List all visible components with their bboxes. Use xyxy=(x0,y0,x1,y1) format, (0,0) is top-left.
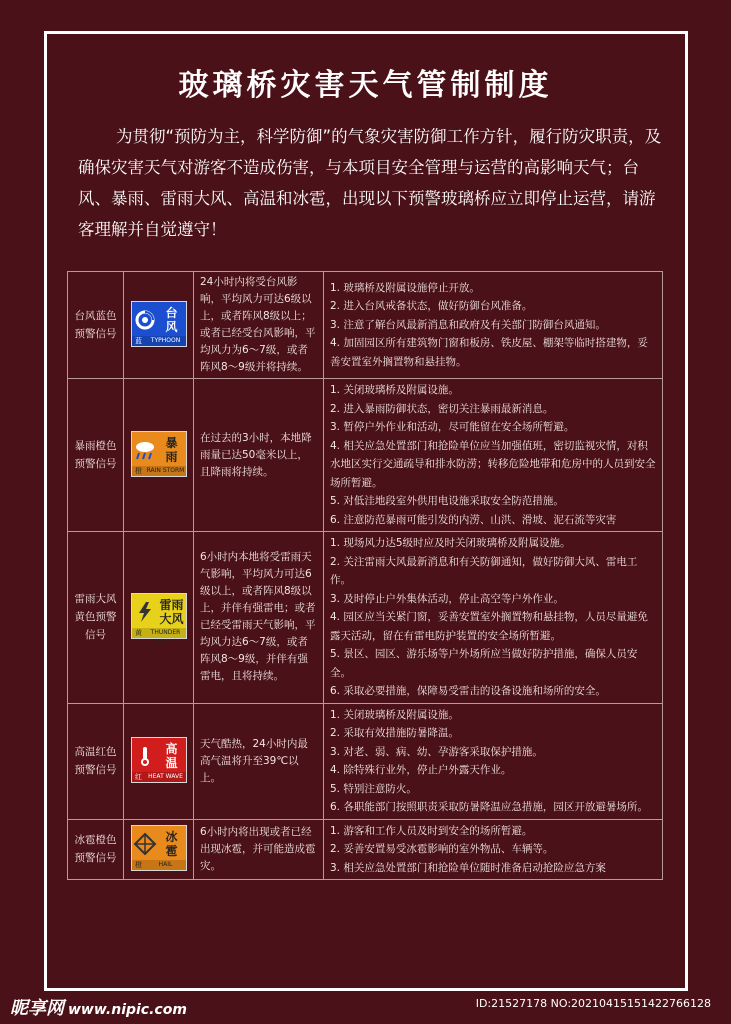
watermark-url: www.nipic.com xyxy=(68,1002,187,1018)
measure-item: 1. 关闭玻璃桥及附属设施。 xyxy=(330,708,459,721)
signal-condition: 天气酷热，24小时内最高气温将升至39℃以上。 xyxy=(194,703,324,819)
measure-item: 1. 玻璃桥及附属设施停止开放。 xyxy=(330,281,480,294)
measure-item: 2. 采取有效措施防暑降温。 xyxy=(330,727,459,739)
signal-measures xyxy=(324,379,663,532)
typhoon-icon xyxy=(132,302,158,338)
badge-english: HEAT WAVE xyxy=(148,772,183,780)
signal-name: 高温红色预警信号 xyxy=(68,703,124,819)
signal-condition: 6小时内本地将受雷雨天气影响，平均风力可达6级以上，或者阵风8级以上，并伴有强雷电；或者已经受雷雨天气影响，平均风力达6～7级，或者阵风8～9级，并伴有强雷电，且将持续。 xyxy=(194,532,324,704)
measure-item: 3. 相关应急处置部门和抢险单位随时准备启动抢险应急方案 xyxy=(330,861,606,874)
signal-badge xyxy=(131,825,187,871)
intro-paragraph: 为贯彻“预防为主，科学防御”的气象灾害防御工作方针，履行防灾职责，及确保灾害天气对游客不造成伤害，与本项目安全管理与运营的高影响天气；台风、暴雨、雷雨大风、高温和冰雹，出现以下预警玻璃桥应立即停止运营，请游客理解并自觉遵守！ xyxy=(78,127,662,239)
badge-level: 红 xyxy=(135,772,142,781)
signal-badge xyxy=(131,737,187,783)
measure-item: 4. 园区应当关紧门窗，妥善安置室外搁置物和悬挂物，人员尽量避免露天活动，留在有雷电防护装置的安全场所暂避。 xyxy=(330,611,648,642)
warning-row xyxy=(68,532,663,704)
warning-row xyxy=(68,379,663,532)
badge-level: 蓝 xyxy=(135,336,142,345)
signal-name: 冰雹橙色预警信号 xyxy=(68,819,124,880)
signal-badge xyxy=(131,431,187,477)
badge-english: THUNDER GUST xyxy=(150,628,181,646)
signal-name: 暴雨橙色预警信号 xyxy=(68,379,124,532)
measure-item: 5. 对低洼地段室外供用电设施采取安全防范措施。 xyxy=(330,495,564,507)
measure-item: 4. 除特殊行业外，停止户外露天作业。 xyxy=(330,764,512,776)
badge-char: 台 xyxy=(165,305,178,320)
measure-item: 3. 对老、弱、病、幼、孕游客采取保护措施。 xyxy=(330,745,543,758)
warning-table xyxy=(67,271,663,880)
measure-item: 3. 及时停止户外集体活动，停止高空等户外作业。 xyxy=(330,592,564,605)
measure-item: 2. 妥善安置易受冰雹影响的室外物品、车辆等。 xyxy=(330,843,554,855)
signal-measures xyxy=(324,819,663,880)
warning-row xyxy=(68,703,663,819)
measure-item: 3. 暂停户外作业和活动，尽可能留在安全场所暂避。 xyxy=(330,421,575,433)
badge-char: 冰 xyxy=(165,829,178,844)
rainstorm-icon xyxy=(132,432,158,468)
badge-char: 高 xyxy=(165,741,178,756)
badge-english: RAIN STORM xyxy=(146,466,185,474)
signal-name: 台风蓝色预警信号 xyxy=(68,272,124,379)
measure-item: 2. 进入台风戒备状态，做好防御台风准备。 xyxy=(330,300,533,313)
measure-item: 2. 关注雷雨大风最新消息和有关防御通知，做好防御大风、雷电工作。 xyxy=(330,555,638,586)
signal-condition: 6小时内将出现或者已经出现冰雹，并可能造成雹灾。 xyxy=(194,819,324,880)
signal-badge-cell xyxy=(124,532,194,704)
badge-char: 暴 xyxy=(165,435,178,450)
measure-item: 4. 相关应急处置部门和抢险单位应当加强值班，密切监视灾情，对积水地区实行交通疏导和排水防涝；转移危险地带和危房中的人员到安全场所暂避。 xyxy=(330,439,656,489)
badge-char: 雹 xyxy=(165,843,178,858)
heat-wave-icon xyxy=(132,738,158,774)
badge-level: 橙 xyxy=(135,466,142,475)
measure-item: 2. 进入暴雨防御状态，密切关注暴雨最新消息。 xyxy=(330,402,554,415)
thunder-gust-icon xyxy=(132,594,158,630)
signal-measures xyxy=(324,532,663,704)
measure-item: 1. 关闭玻璃桥及附属设施。 xyxy=(330,384,459,396)
badge-char: 雷雨 xyxy=(159,597,184,612)
badge-char: 雨 xyxy=(165,449,178,464)
signal-condition: 24小时内将受台风影响，平均风力可达6级以上，或者阵风8级以上；或者已经受台风影响，平均风力为6～7级，或者阵风8～9级并将持续。 xyxy=(194,272,324,379)
signal-measures xyxy=(324,272,663,379)
warning-row xyxy=(68,272,663,379)
signal-badge-cell xyxy=(124,272,194,379)
signal-badge-cell xyxy=(124,819,194,880)
signal-name: 雷雨大风黄色预警信号 xyxy=(68,532,124,704)
badge-char: 风 xyxy=(165,319,178,334)
watermark-logo xyxy=(10,994,187,1020)
measure-item: 3. 注意了解台风最新消息和政府及有关部门防御台风通知。 xyxy=(330,318,606,331)
badge-char: 大风 xyxy=(159,611,184,626)
measure-item: 1. 现场风力达5级时应及时关闭玻璃桥及附属设施。 xyxy=(330,537,571,549)
warning-row xyxy=(68,819,663,880)
measure-item: 6. 各职能部门按照职责采取防暑降温应急措施，园区开放避暑场所。 xyxy=(330,801,648,813)
signal-condition: 在过去的3小时，本地降雨量已达50毫米以上，且降雨将持续。 xyxy=(194,379,324,532)
badge-english: HAIL xyxy=(158,860,173,868)
badge-english: TYPHOON xyxy=(150,336,181,344)
measure-item: 5. 景区、园区、游乐场等户外场所应当做好防护措施，确保人员安全。 xyxy=(330,648,638,679)
badge-level: 黄 xyxy=(135,628,142,637)
measure-item: 6. 采取必要措施，保障易受雷击的设备设施和场所的安全。 xyxy=(330,685,606,697)
measure-item: 1. 游客和工作人员及时到安全的场所暂避。 xyxy=(330,824,533,837)
image-id-line: ID:21527178 NO:20210415151422766128 xyxy=(475,997,711,1010)
signal-measures xyxy=(324,703,663,819)
measure-item: 6. 注意防范暴雨可能引发的内涝、山洪、滑坡、泥石流等灾害 xyxy=(330,513,617,526)
measure-item: 5. 特别注意防火。 xyxy=(330,782,417,795)
signal-badge-cell xyxy=(124,379,194,532)
watermark-brand: 昵享网 xyxy=(10,998,64,1019)
signal-badge xyxy=(131,301,187,347)
badge-level: 橙 xyxy=(135,860,142,869)
signal-badge-cell xyxy=(124,703,194,819)
hail-icon xyxy=(132,826,158,862)
measure-item: 4. 加固园区所有建筑物门窗和板房、铁皮屋、棚架等临时搭建物，妥善安置室外搁置物和悬挂物。 xyxy=(330,337,648,368)
signal-badge xyxy=(131,593,187,646)
badge-char: 温 xyxy=(165,755,178,770)
page-title: 玻璃桥灾害天气管制制度 xyxy=(178,68,553,103)
